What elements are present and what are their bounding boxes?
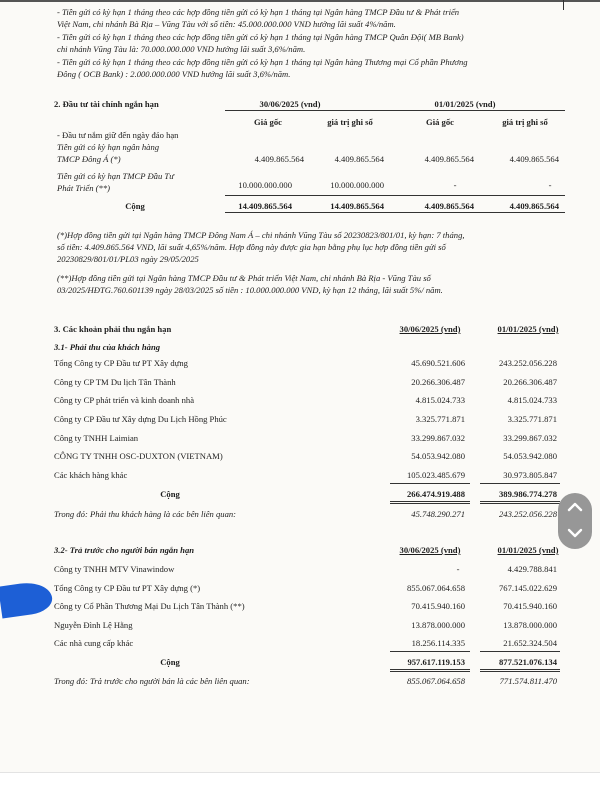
table-row-label: Các khách hàng khác bbox=[54, 470, 128, 480]
column-header: giá trị ghi sổ bbox=[327, 117, 373, 127]
cell-value: 54.053.942.080 bbox=[411, 451, 465, 461]
related-party-label: Trong đó: Trả trước cho người bán là các bên liên quan: bbox=[54, 676, 250, 686]
cell-value: 33.299.867.032 bbox=[411, 433, 465, 443]
footnote-line: (**)Hợp đồng tiền gửi tại Ngân hàng TMCP Đầu tư & Phát triển Việt Nam, chi nhánh Bà Rịa - Vũng Tàu số bbox=[57, 273, 431, 283]
cell-value: 3.325.771.871 bbox=[415, 414, 465, 424]
divider bbox=[480, 483, 560, 484]
table-row-label: Công ty CP TM Du lịch Tân Thành bbox=[54, 377, 176, 387]
column-date: 30/06/2025 (vnd) bbox=[399, 545, 461, 555]
cell-value: 855.067.064.658 bbox=[406, 583, 465, 593]
column-date: 01/01/2025 (vnd) bbox=[434, 99, 496, 109]
cell-value: 10.000.000.000 bbox=[238, 180, 292, 190]
double-rule bbox=[480, 501, 560, 504]
scroll-navigation-button[interactable] bbox=[558, 493, 592, 549]
intro-line: - Tiền gửi có kỳ hạn 1 tháng theo các hợp đồng tiền gửi có kỳ hạn 1 tháng tại Ngân hàng Thương mại Cổ phần Phương bbox=[57, 57, 468, 67]
divider bbox=[390, 651, 470, 652]
cell-value: 4.815.024.733 bbox=[415, 395, 465, 405]
cell-value: 855.067.064.658 bbox=[406, 676, 465, 686]
table-row-label: Nguyễn Đình Lệ Hằng bbox=[54, 620, 133, 630]
table-row-label: Công ty TNHH Laimian bbox=[54, 433, 139, 443]
row-label: - Đầu tư nắm giữ đến ngày đáo hạn bbox=[57, 130, 179, 140]
cell-value: 33.299.867.032 bbox=[503, 433, 557, 443]
column-header: Giá gốc bbox=[254, 117, 282, 127]
cell-value: - bbox=[548, 180, 552, 190]
cell-value: 45.690.521.606 bbox=[411, 358, 465, 368]
subsection-title: 3.2- Trả trước cho người bán ngắn hạn bbox=[54, 545, 195, 555]
top-right-border bbox=[563, 0, 564, 10]
table-row-label: Tổng Công ty CP Đầu tư PT Xây dựng (*) bbox=[54, 583, 201, 593]
cell-value: 771.574.811.470 bbox=[499, 676, 557, 686]
chevron-down-icon[interactable] bbox=[567, 527, 583, 539]
table-row-label: Các nhà cung cấp khác bbox=[54, 638, 134, 648]
column-date: 01/01/2025 (vnd) bbox=[497, 545, 559, 555]
double-rule bbox=[480, 669, 560, 672]
row-label: Phát Triển (**) bbox=[57, 183, 110, 193]
table-row-label: Tổng Công ty CP Đầu tư PT Xây dựng bbox=[54, 358, 188, 368]
double-rule bbox=[390, 669, 470, 672]
total-label: Cộng bbox=[160, 489, 180, 499]
cell-value: 3.325.771.871 bbox=[507, 414, 557, 424]
total-value: 4.409.865.564 bbox=[509, 201, 559, 211]
cell-value: 4.429.788.841 bbox=[507, 564, 557, 574]
section-title: 2. Đầu tư tài chính ngắn hạn bbox=[54, 99, 159, 109]
total-value: 877.521.076.134 bbox=[498, 657, 557, 667]
cell-value: 20.266.306.487 bbox=[503, 377, 557, 387]
table-row-label: Công ty Cổ Phần Thương Mại Du Lịch Tân Thành (**) bbox=[54, 601, 245, 611]
double-rule bbox=[390, 501, 470, 504]
cell-value: - bbox=[453, 180, 457, 190]
cell-value: 4.815.024.733 bbox=[507, 395, 557, 405]
related-party-label: Trong đó: Phải thu khách hàng là các bên liên quan: bbox=[54, 509, 237, 519]
intro-line: - Tiền gửi có kỳ hạn 1 tháng theo các hợp đồng tiền gửi có kỳ hạn 1 tháng tại Ngân hàng TMCP Đầu tư & Phát triển bbox=[57, 7, 460, 17]
footnote-line: (*)Hợp đồng tiền gửi tại Ngân hàng TMCP Đông Nam Á – chi nhánh Vũng Tàu số 20230823/801/01, kỳ hạn: 7 tháng, bbox=[57, 230, 465, 240]
total-value: 266.474.919.488 bbox=[406, 489, 465, 499]
chevron-up-icon[interactable] bbox=[567, 501, 583, 513]
row-label: TMCP Đông Á (*) bbox=[57, 154, 121, 164]
intro-line: - Tiền gửi có kỳ hạn 1 tháng theo các hợp đồng tiền gửi có kỳ hạn 1 tháng tại Ngân hàng TMCP Quân Đội( MB Bank) bbox=[57, 32, 464, 42]
total-value: 957.617.119.153 bbox=[407, 657, 465, 667]
row-label: Tiền gửi có kỳ hạn ngân hàng bbox=[57, 142, 160, 152]
table-row-label: Công ty CP phát triển và kinh doanh nhà bbox=[54, 395, 195, 405]
divider bbox=[480, 651, 560, 652]
total-label: Cộng bbox=[160, 657, 180, 667]
cell-value: 105.023.485.679 bbox=[406, 470, 465, 480]
cell-value: 45.748.290.271 bbox=[411, 509, 465, 519]
table-row-label: Công ty CP Đầu tư Xây dựng Du Lịch Hồng Phúc bbox=[54, 414, 227, 424]
cell-value: 21.652.324.504 bbox=[503, 638, 557, 648]
cell-value: 70.415.940.160 bbox=[503, 601, 557, 611]
top-rule bbox=[0, 0, 600, 2]
table-row-label: CÔNG TY TNHH OSC-DUXTON (VIETNAM) bbox=[54, 451, 223, 461]
row-label: Tiền gửi có kỳ hạn TMCP Đầu Tư bbox=[57, 171, 174, 181]
total-value: 14.409.865.564 bbox=[330, 201, 384, 211]
total-value: 4.409.865.564 bbox=[424, 201, 474, 211]
cell-value: 4.409.865.564 bbox=[334, 154, 384, 164]
cell-value: - bbox=[456, 564, 460, 574]
cell-value: 243.252.056.228 bbox=[498, 509, 557, 519]
cell-value: 13.878.000.000 bbox=[503, 620, 557, 630]
cell-value: 13.878.000.000 bbox=[411, 620, 465, 630]
cell-value: 4.409.865.564 bbox=[424, 154, 474, 164]
cell-value: 4.409.865.564 bbox=[254, 154, 304, 164]
highlight-annotation bbox=[0, 580, 54, 619]
cell-value: 54.053.942.080 bbox=[503, 451, 557, 461]
section-title: 3. Các khoản phải thu ngắn hạn bbox=[54, 324, 172, 334]
table-row-label: Công ty TNHH MTV Vinawindow bbox=[54, 564, 175, 574]
cell-value: 30.973.805.847 bbox=[503, 470, 557, 480]
cell-value: 243.252.056.228 bbox=[498, 358, 557, 368]
footnote-line: 03/2025/HĐTG.760.601139 ngày 28/03/2025 số tiền : 10.000.000.000 VND, kỳ hạn 12 tháng, lãi suất 5%/ năm. bbox=[57, 285, 443, 295]
divider bbox=[225, 212, 565, 213]
total-value: 389.986.774.278 bbox=[498, 489, 557, 499]
footnote-line: số tiền: 4.409.865.564 VND, lãi suất 4,65%/năm. Hợp đồng này được gia hạn bằng phụ lục hợp đồng tiền gửi số bbox=[57, 242, 446, 252]
column-date: 01/01/2025 (vnd) bbox=[497, 324, 559, 334]
cell-value: 18.256.114.335 bbox=[411, 638, 465, 648]
total-value: 14.409.865.564 bbox=[238, 201, 292, 211]
cell-value: 20.266.306.487 bbox=[411, 377, 465, 387]
column-header: Giá gốc bbox=[426, 117, 454, 127]
intro-line: chi nhánh Vũng Tàu là: 70.000.000.000 VND hưởng lãi suất 3,6%/năm. bbox=[57, 44, 306, 54]
divider bbox=[225, 110, 565, 111]
footnote-line: 20230829/801/01/PL03 ngày 29/05/2025 bbox=[57, 254, 199, 264]
column-header: giá trị ghi sổ bbox=[502, 117, 548, 127]
intro-line: Đông ( OCB Bank) : 2.000.000.000 VND hưởng lãi suất 3,6%/năm. bbox=[57, 69, 291, 79]
total-label: Cộng bbox=[125, 201, 145, 211]
cell-value: 70.415.940.160 bbox=[411, 601, 465, 611]
intro-line: Việt Nam, chi nhánh Bà Rịa – Vũng Tàu với số tiền: 45.000.000.000 VND hưởng lãi suất 4%/năm. bbox=[57, 19, 396, 29]
column-date: 30/06/2025 (vnd) bbox=[259, 99, 321, 109]
cell-value: 4.409.865.564 bbox=[509, 154, 559, 164]
divider bbox=[225, 195, 565, 196]
subsection-title: 3.1- Phải thu của khách hàng bbox=[54, 342, 161, 352]
cell-value: 767.145.022.629 bbox=[498, 583, 557, 593]
column-date: 30/06/2025 (vnd) bbox=[399, 324, 461, 334]
divider bbox=[390, 483, 470, 484]
viewer-bottom-bar bbox=[0, 772, 600, 801]
cell-value: 10.000.000.000 bbox=[330, 180, 384, 190]
